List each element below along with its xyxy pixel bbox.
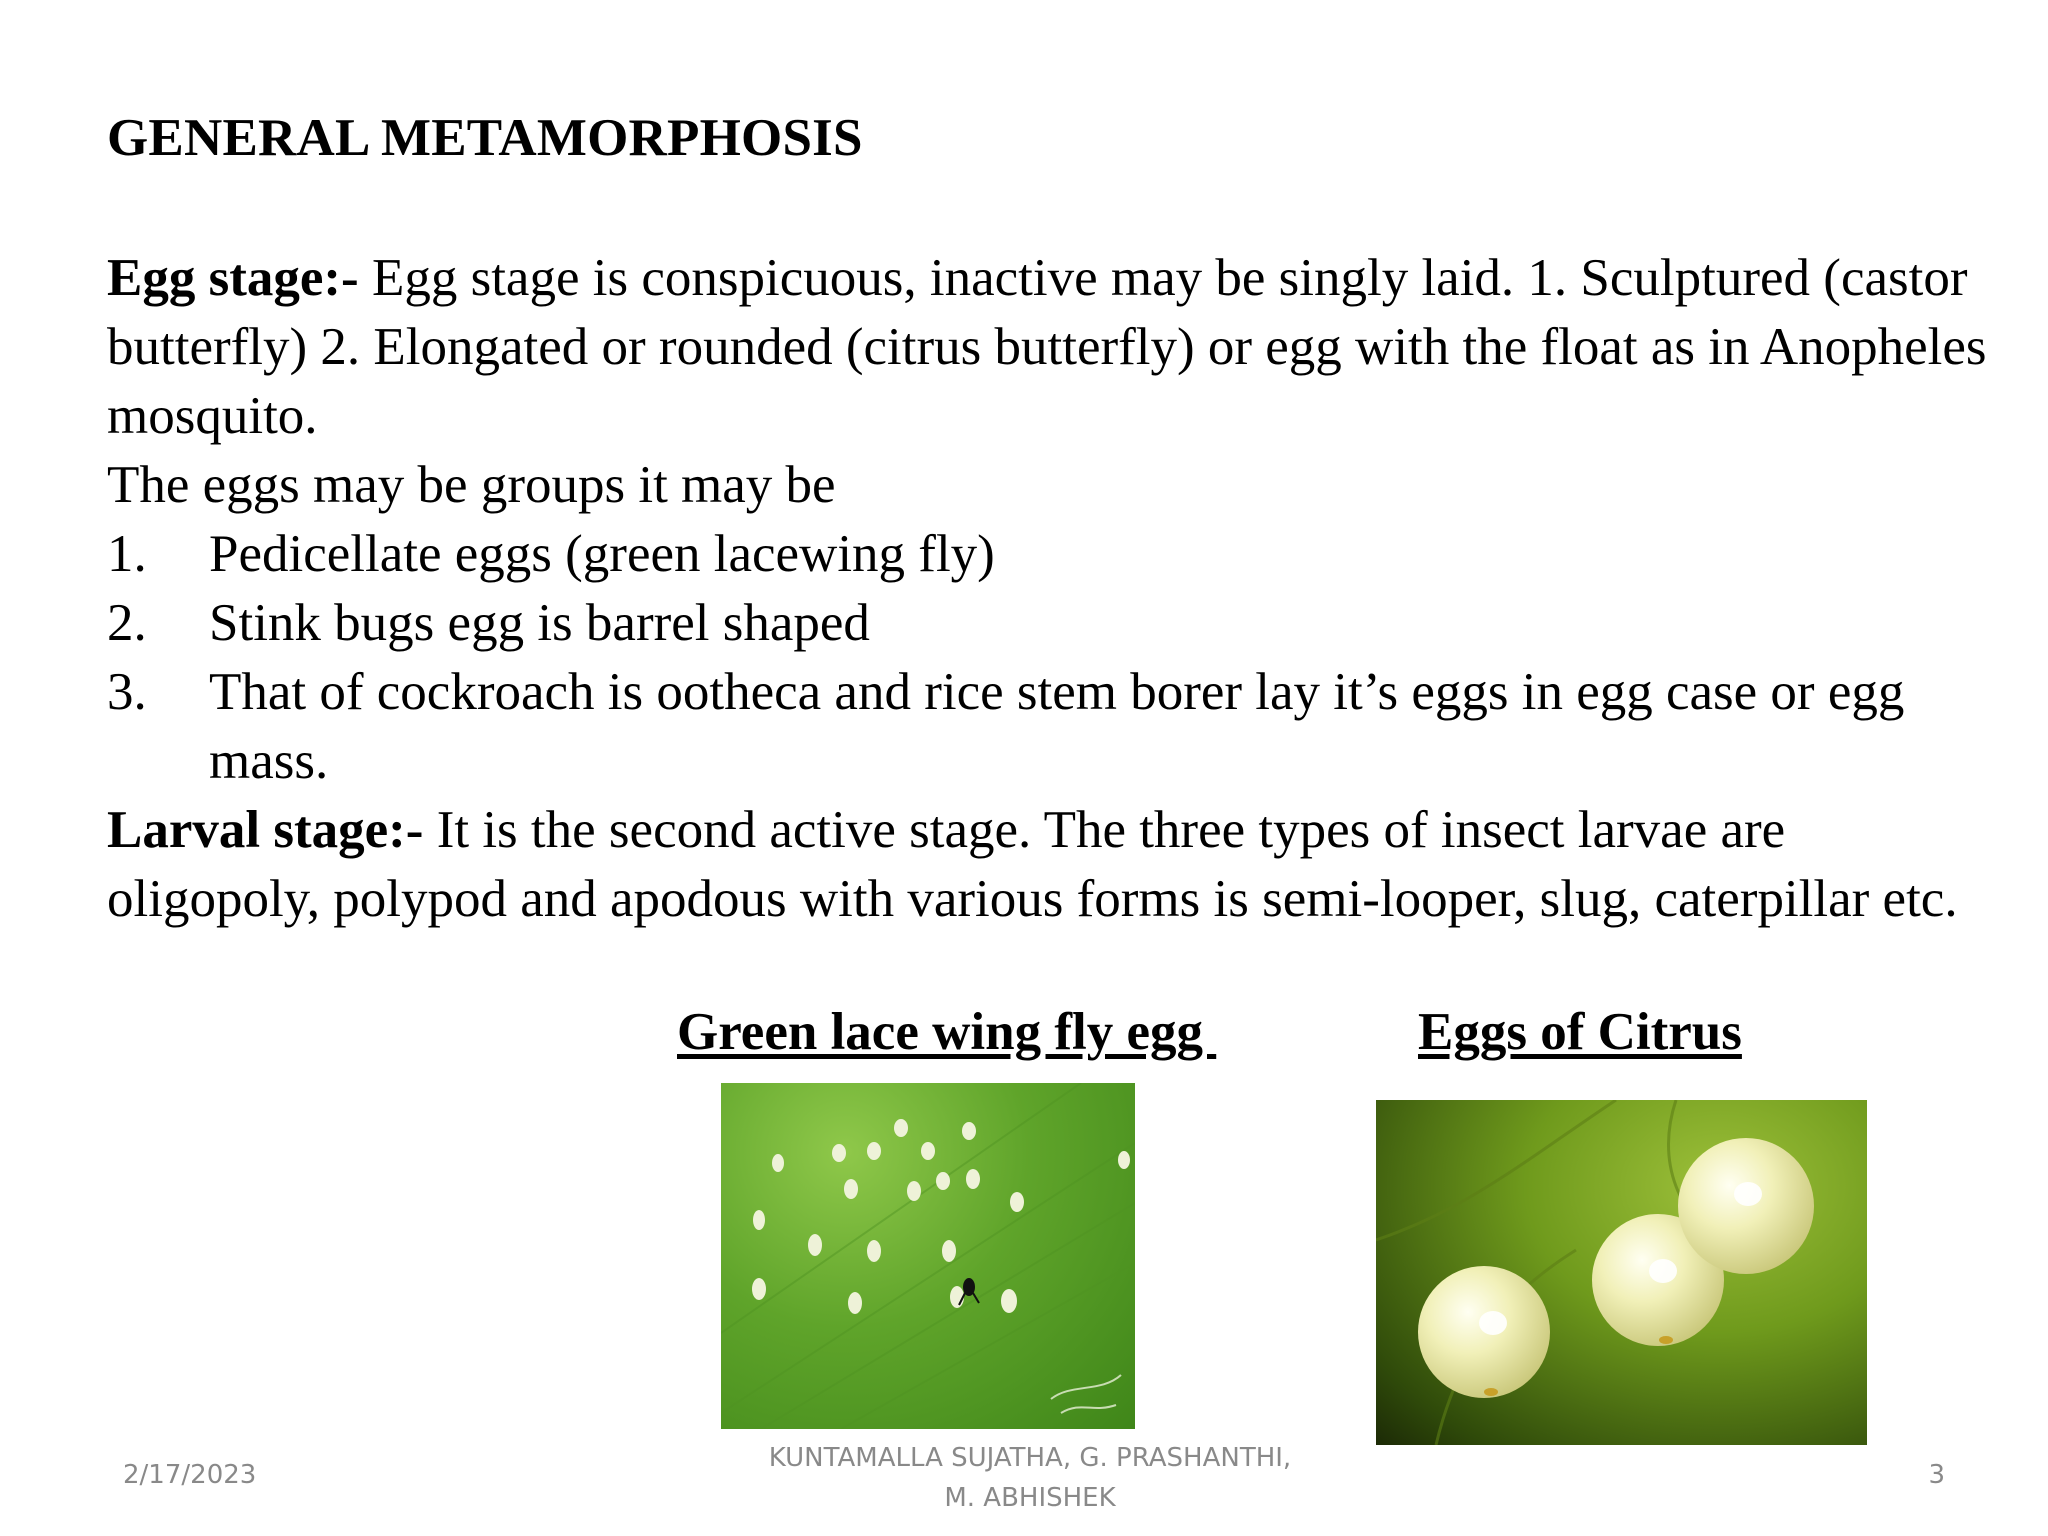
citrus-egg-caption: Eggs of Citrus — [1418, 1003, 1742, 1061]
egg-stage-paragraph — [107, 244, 1987, 451]
footer-author-line: M. ABHISHEK — [944, 1483, 1116, 1513]
egg-stage-label: Egg stage:- — [107, 249, 359, 307]
larval-stage-label: Larval stage:- — [107, 801, 424, 859]
footer-date: 2/17/2023 — [123, 1460, 257, 1490]
egg-stage-text: Egg stage is conspicuous, inactive may be singly laid. 1. Sculptured (castor butterfly) 2. Elongated or rounded (citrus butterfly) or egg with the float as in Anopheles mosquito. — [107, 249, 1987, 445]
lacewing-egg-photo — [721, 1083, 1135, 1429]
list-text: Stink bugs egg is barrel shaped — [209, 594, 870, 652]
lacewing-egg-caption: Green lace wing fly egg — [677, 1003, 1217, 1061]
slide-title: GENERAL METAMORPHOSIS — [107, 109, 863, 167]
list-number: 2. — [107, 594, 147, 652]
list-text: That of cockroach is ootheca and rice stem borer lay it’s eggs in egg case or egg mass. — [209, 663, 1905, 790]
larval-stage-paragraph — [107, 796, 1987, 934]
larval-stage-text: It is the second active stage. The three types of insect larvae are oligopoly, polypod and apodous with various forms is semi-looper, slug, caterpillar etc. — [107, 801, 1958, 928]
citrus-egg-photo — [1376, 1100, 1867, 1445]
list-item — [107, 658, 1987, 796]
page-number: 3 — [1928, 1460, 1945, 1490]
slide-body — [107, 244, 1987, 934]
list-number: 1. — [107, 525, 147, 583]
egg-types-list — [107, 520, 1987, 796]
list-text: Pedicellate eggs (green lacewing fly) — [209, 525, 995, 583]
list-item — [107, 589, 1987, 658]
footer-author — [700, 1438, 1360, 1518]
list-item — [107, 520, 1987, 589]
egg-groups-intro: The eggs may be groups it may be — [107, 456, 836, 514]
footer-author-line: KUNTAMALLA SUJATHA, G. PRASHANTHI, — [768, 1443, 1292, 1473]
list-number: 3. — [107, 663, 147, 721]
